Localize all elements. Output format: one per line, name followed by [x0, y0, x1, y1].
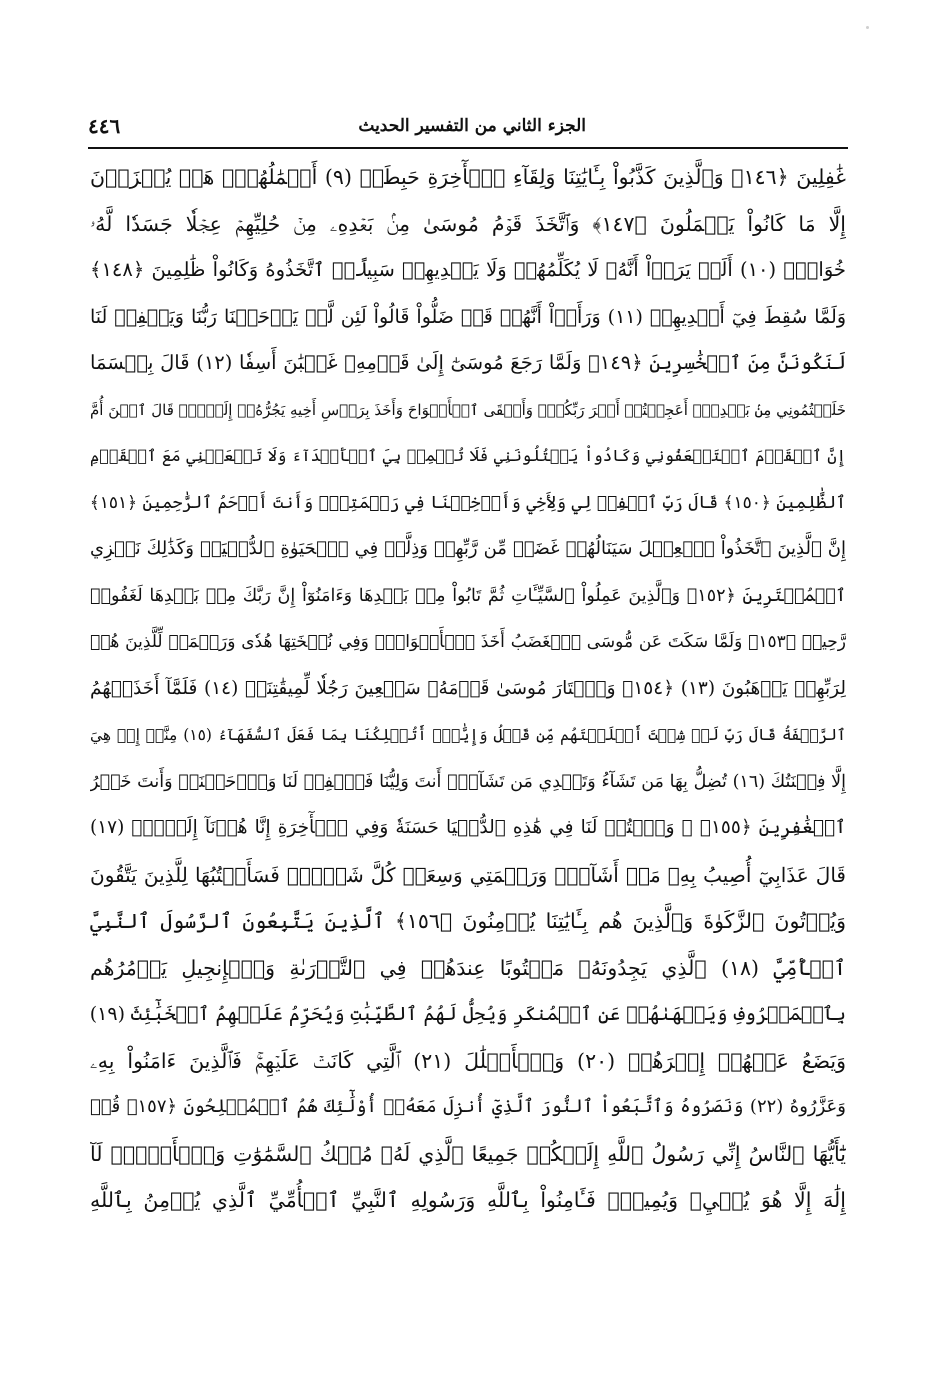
text-line-17: وَيُؤۡتُونَ ٱلزَّكَوٰةَ وَٱلَّذِينَ هُم بِـَٔايَٰتِنَا يُؤۡمِنُونَ ﴿١٥٦﴾ ٱلَّذِينَ يَتَّبِعُونَ ٱلرَّسُولَ ٱلنَّبِيَّ — [90, 909, 846, 933]
text-line-10: ٱلۡمُفۡتَرِينَ ﴿١٥٢﴾ وَٱلَّذِينَ عَمِلُواْ ٱلسَّيِّـَٔاتِ ثُمَّ تَابُواْ مِنۢ بَعۡدِهَا وَءَامَنُوٓاْ إِنَّ رَبَّكَ مِنۢ بَعۡدِهَا لَغَفُورٞ — [90, 585, 846, 606]
text-line-21: وَعَزَّرُوهُ (٢٢) وَنَصَرُوهُ وَٱتَّبَعُواْ ٱلنُّورَ ٱلَّذِيٓ أُنزِلَ مَعَهُۥٓ أُوْلَٰٓئِكَ هُمُ ٱلۡمُفۡلِحُونَ ﴿١٥٧﴾ قُلۡ — [90, 1096, 846, 1117]
text-line-20: وَيَضَعُ عَنۡهُمۡ إِصۡرَهُمۡ (٢٠) وَٱلۡأَغۡلَٰلَ (٢١) ٱلَّتِي كَانَتۡ عَلَيۡهِمۡۚ فَٱلَّذِينَ ءَامَنُواْ بِهِۦ — [90, 1048, 846, 1073]
text-line-12: لِرَبِّهِمۡ يَرۡهَبُونَ (١٣) ﴿١٥٤﴾ وَٱخۡتَارَ مُوسَىٰ قَوۡمَهُۥ سَبۡعِينَ رَجُلٗا لِّمِيقَٰتِنَاۖ (١٤) فَلَمَّآ أَخَذَتۡهُمُ — [90, 677, 846, 699]
text-line-2: إِلَّا مَا كَانُواْ يَعۡمَلُونَ ﴿١٤٧﴾ وَٱتَّخَذَ قَوۡمُ مُوسَىٰ مِنۢ بَعۡدِهِۦ مِنۡ حُلِيِّهِمۡ عِجۡلٗا جَسَدٗا لَّهُۥ — [90, 211, 846, 236]
text-line-3: خُوَارٌۚ (١٠) أَلَمۡ يَرَوۡاْ أَنَّهُۥ لَا يُكَلِّمُهُمۡ وَلَا يَهۡدِيهِمۡ سَبِيلًاۘ ٱتَّخَذُوهُ وَكَانُواْ ظَٰلِمِينَ ﴿١٤٨﴾ — [90, 258, 846, 281]
text-line-5: لَنَكُونَنَّ مِنَ ٱلۡخَٰسِرِينَ ﴿١٤٩﴾ وَلَمَّا رَجَعَ مُوسَىٰٓ إِلَىٰ قَوۡمِهِۦ غَضۡبَٰنَ أَسِفٗا (١٢) قَالَ بِئۡسَمَا — [90, 351, 846, 374]
corner-dot — [866, 26, 869, 29]
text-line-9: إِنَّ ٱلَّذِينَ ٱتَّخَذُواْ ٱلۡعِجۡلَ سَيَنَالُهُمۡ غَضَبٞ مِّن رَّبِّهِمۡ وَذِلَّةٞ فِي ٱلۡحَيَوٰةِ ٱلدُّنۡيَاۚ وَكَذَٰلِكَ نَجۡزِي — [90, 538, 846, 559]
running-title: الجزء الثاني من التفسير الحديث — [358, 116, 586, 136]
text-line-7: إِنَّ ٱلۡقَوۡمَ ٱسۡتَضۡعَفُونِي وَكَادُواْ يَقۡتُلُونَنِي فَلَا تُشۡمِتۡ بِيَ ٱلۡأَعۡدَآءَ وَلَا تَجۡعَلۡنِي مَعَ ٱلۡقَوۡمِ — [90, 446, 846, 465]
page-number: ٤٤٦ — [88, 114, 121, 138]
text-line-19: بِٱلۡمَعۡرُوفِ وَيَنۡهَىٰهُمۡ عَنِ ٱلۡمُنكَرِ وَيُحِلُّ لَهُمُ ٱلطَّيِّبَٰتِ وَيُحَرِّمُ عَلَيۡهِمُ ٱلۡخَبَٰٓئِثَ (١٩) — [90, 1003, 846, 1025]
quran-text-block — [90, 154, 846, 1224]
text-line-14: إِلَّا فِتۡنَتُكَ (١٦) تُضِلُّ بِهَا مَن تَشَآءُ وَتَهۡدِي مَن تَشَآءُۖ أَنتَ وَلِيُّنَا فَٱغۡفِرۡ لَنَا وَٱرۡحَمۡنَاۖ وَأَنتَ خَيۡرُ — [90, 771, 846, 792]
text-line-8: ٱلظَّٰلِمِينَ ﴿١٥٠﴾ قَالَ رَبِّ ٱغۡفِرۡ لِي وَلِأَخِي وَأَدۡخِلۡنَا فِي رَحۡمَتِكَۖ وَأَنتَ أَرۡحَمُ ٱلرَّٰحِمِينَ ﴿١٥١﴾ — [90, 492, 846, 513]
text-line-18: ٱلۡأُمِّيَّ (١٨) ٱلَّذِي يَجِدُونَهُۥ مَكۡتُوبًا عِندَهُمۡ فِي ٱلتَّوۡرَىٰةِ وَٱلۡإِنجِيلِ يَأۡمُرُهُم — [90, 955, 846, 980]
text-line-15: ٱلۡغَٰفِرِينَ ﴿١٥٥﴾ ۞ وَٱكۡتُبۡ لَنَا فِي هَٰذِهِ ٱلدُّنۡيَا حَسَنَةٗ وَفِي ٱلۡأٓخِرَةِ إِنَّا هُدۡنَآ إِلَيۡكَۚ (١٧) — [90, 817, 846, 838]
text-line-1: غَٰفِلِينَ ﴿١٤٦﴾ وَٱلَّذِينَ كَذَّبُواْ بِـَٔايَٰتِنَا وَلِقَآءِ ٱلۡأٓخِرَةِ حَبِطَتۡ (٩) أَعۡمَٰلُهُمۡۚ هَلۡ يُجۡزَوۡنَ — [90, 165, 846, 189]
text-line-6: خَلَفۡتُمُونِي مِنۢ بَعۡدِيٓۖ أَعَجِلۡتُمۡ أَمۡرَ رَبِّكُمۡۖ وَأَلۡقَى ٱلۡأَلۡوَاحَ وَأَخَذَ بِرَأۡسِ أَخِيهِ يَجُرُّهُۥٓ إِلَيۡهِۚ قَالَ ٱبۡنَ أُمَّ — [90, 400, 846, 419]
text-line-11: رَّحِيمٞ ﴿١٥٣﴾ وَلَمَّا سَكَتَ عَن مُّوسَى ٱلۡغَضَبُ أَخَذَ ٱلۡأَلۡوَاحَۖ وَفِي نُسۡخَتِهَا هُدٗى وَرَحۡمَةٞ لِّلَّذِينَ هُمۡ — [90, 632, 846, 652]
header-divider — [88, 147, 848, 149]
text-line-4: وَلَمَّا سُقِطَ فِيٓ أَيۡدِيهِمۡ (١١) وَرَأَوۡاْ أَنَّهُمۡ قَدۡ ضَلُّواْ قَالُواْ لَئِن لَّمۡ يَرۡحَمۡنَا رَبُّنَا وَيَغۡفِرۡ لَنَا — [90, 305, 846, 328]
text-line-16: قَالَ عَذَابِيٓ أُصِيبُ بِهِۦ مَنۡ أَشَآءُۖ وَرَحۡمَتِي وَسِعَتۡ كُلَّ شَيۡءٖۚ فَسَأَكۡتُبُهَا لِلَّذِينَ يَتَّقُونَ — [90, 862, 846, 887]
text-line-13: ٱلرَّجۡفَةُ قَالَ رَبِّ لَوۡ شِئۡتَ أَهۡلَكۡتَهُم مِّن قَبۡلُ وَإِيَّٰيَۖ أَتُهۡلِكُنَا بِمَا فَعَلَ ٱلسُّفَهَآءُ (١٥) مِنَّآۖ إِنۡ هِيَ — [90, 726, 846, 744]
page-header — [88, 112, 848, 146]
text-line-22: يَٰٓأَيُّهَا ٱلنَّاسُ إِنِّي رَسُولُ ٱللَّهِ إِلَيۡكُمۡ جَمِيعًا ٱلَّذِي لَهُۥ مُلۡكُ ٱلسَّمَٰوَٰتِ وَٱلۡأَرۡضِۖ لَآ — [90, 1141, 846, 1166]
text-line-23: إِلَٰهَ إِلَّا هُوَ يُحۡيِۦ وَيُمِيتُۖ فَـَٔامِنُواْ بِٱللَّهِ وَرَسُولِهِ ٱلنَّبِيِّ ٱلۡأُمِّيِّ ٱلَّذِي يُؤۡمِنُ بِٱللَّهِ — [90, 1188, 846, 1212]
